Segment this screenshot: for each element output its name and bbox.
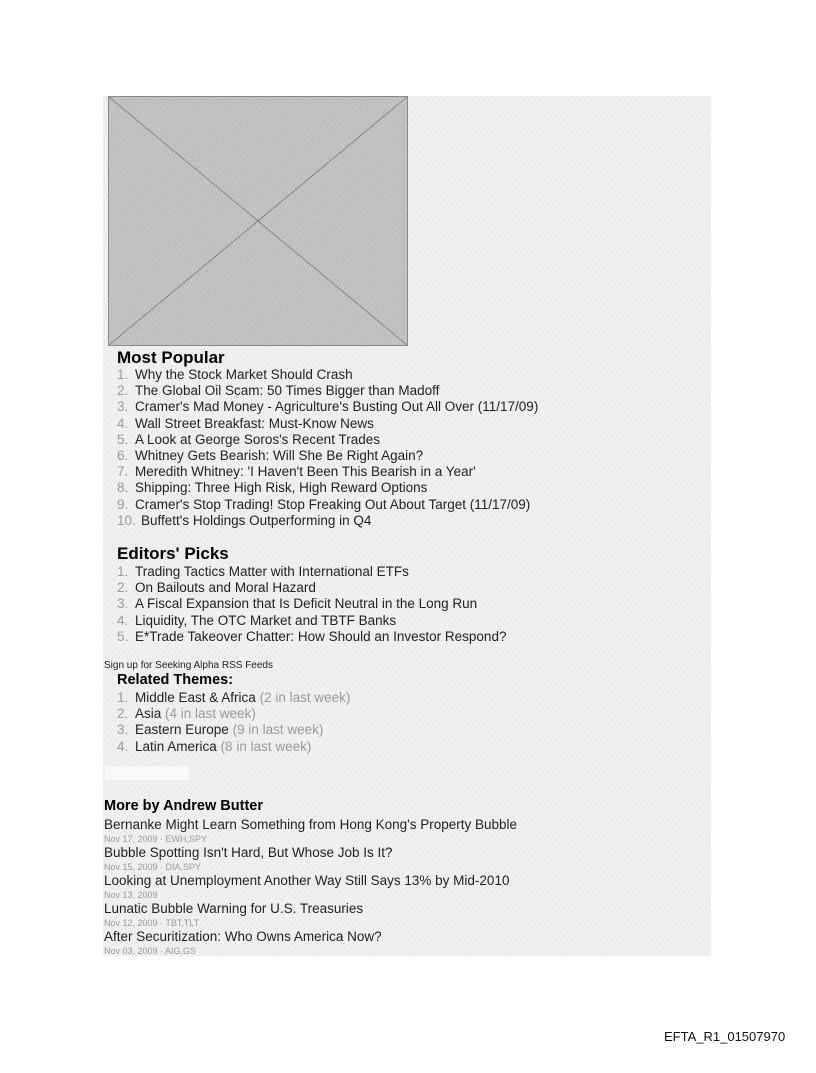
article-meta: Nov 12, 2009 · TBT,TLT	[104, 918, 200, 928]
more-by-author-title: More by Andrew Butter	[104, 798, 263, 814]
most-popular-item[interactable]	[117, 383, 538, 399]
author-articles-list	[104, 817, 664, 957]
author-article	[104, 901, 664, 929]
item-number: 4.	[117, 415, 129, 431]
article-link[interactable]: Bubble Spotting Isn't Hard, But Whose Job Is It?	[104, 845, 393, 860]
item-number: 6.	[117, 448, 129, 464]
article-link[interactable]: After Securitization: Who Owns America Now?	[104, 929, 382, 944]
most-popular-item[interactable]	[117, 432, 538, 448]
article-link[interactable]: Looking at Unemployment Another Way Still Says 13% by Mid-2010	[104, 873, 510, 888]
theme-count: (9 in last week)	[232, 722, 324, 738]
most-popular-link[interactable]: A Look at George Soros's Recent Trades	[135, 431, 380, 447]
editors-pick-link[interactable]: On Bailouts and Moral Hazard	[135, 580, 316, 596]
most-popular-item[interactable]	[117, 367, 538, 383]
most-popular-title: Most Popular	[117, 348, 225, 367]
theme-item[interactable]	[117, 690, 350, 706]
item-number: 5.	[117, 628, 129, 644]
related-themes-list	[117, 690, 350, 755]
theme-item[interactable]	[117, 706, 350, 722]
missing-image-placeholder	[108, 96, 408, 346]
most-popular-link[interactable]: Buffett's Holdings Outperforming in Q4	[141, 512, 372, 528]
theme-link[interactable]: Eastern Europe	[135, 722, 229, 738]
item-number: 2.	[117, 580, 129, 596]
theme-count: (2 in last week)	[259, 690, 351, 705]
item-number: 7.	[117, 464, 129, 480]
theme-item[interactable]	[117, 739, 350, 755]
item-number: 1.	[117, 367, 129, 382]
most-popular-item[interactable]	[117, 448, 538, 464]
item-number: 1.	[117, 564, 129, 579]
author-article	[104, 873, 664, 901]
item-number: 1.	[117, 690, 129, 705]
article-link[interactable]: Lunatic Bubble Warning for U.S. Treasuries	[104, 901, 364, 916]
most-popular-link[interactable]: The Global Oil Scam: 50 Times Bigger than Madoff	[135, 383, 440, 399]
theme-link[interactable]: Middle East & Africa	[135, 690, 256, 705]
item-number: 5.	[117, 431, 129, 447]
theme-item[interactable]	[117, 722, 350, 738]
item-number: 3.	[117, 399, 129, 415]
item-number: 3.	[117, 722, 129, 738]
theme-count: (4 in last week)	[165, 706, 256, 722]
most-popular-link[interactable]: Shipping: Three High Risk, High Reward Options	[135, 480, 428, 496]
most-popular-item[interactable]	[117, 399, 538, 415]
item-number: 2.	[117, 706, 129, 722]
most-popular-item[interactable]	[117, 497, 538, 513]
most-popular-link[interactable]: Cramer's Stop Trading! Stop Freaking Out About Target (11/17/09)	[135, 496, 531, 512]
document-id-stamp: EFTA_R1_01507970	[664, 1029, 786, 1044]
editors-pick-item[interactable]	[117, 564, 506, 580]
article-meta: Nov 13, 2009	[104, 890, 158, 900]
article-meta: Nov 15, 2009 · DIA,SPY	[104, 862, 202, 872]
item-number: 9.	[117, 496, 129, 512]
author-article	[104, 817, 664, 845]
article-meta: Nov 17, 2009 · EWH,SPY	[104, 834, 208, 844]
most-popular-link[interactable]: Cramer's Mad Money - Agriculture's Busting Out All Over (11/17/09)	[135, 399, 539, 415]
item-number: 8.	[117, 480, 129, 496]
most-popular-link[interactable]: Meredith Whitney: 'I Haven't Been This Bearish in a Year'	[135, 464, 476, 480]
rss-signup-link[interactable]: Sign up for Seeking Alpha RSS Feeds	[104, 660, 273, 671]
related-themes-title: Related Themes:	[117, 672, 234, 688]
theme-count: (8 in last week)	[220, 738, 312, 754]
editors-pick-link[interactable]: Liquidity, The OTC Market and TBTF Banks	[135, 612, 397, 628]
empty-widget-placeholder	[105, 766, 189, 780]
editors-pick-link[interactable]: A Fiscal Expansion that Is Deficit Neutral in the Long Run	[135, 596, 478, 612]
item-number: 3.	[117, 596, 129, 612]
most-popular-item[interactable]	[117, 513, 538, 529]
item-number: 2.	[117, 383, 129, 399]
broken-image-icon	[109, 97, 407, 345]
most-popular-link[interactable]: Why the Stock Market Should Crash	[135, 367, 353, 382]
article-meta: Nov 03, 2009 · AIG,GS	[104, 946, 197, 956]
editors-pick-item[interactable]	[117, 596, 506, 612]
most-popular-list	[117, 367, 538, 529]
editors-pick-link[interactable]: E*Trade Takeover Chatter: How Should an Investor Respond?	[135, 628, 507, 644]
editors-picks-list	[117, 564, 506, 645]
editors-pick-item[interactable]	[117, 613, 506, 629]
most-popular-link[interactable]: Whitney Gets Bearish: Will She Be Right Again?	[135, 448, 424, 464]
theme-link[interactable]: Asia	[135, 706, 162, 722]
editors-picks-title: Editors' Picks	[117, 544, 229, 563]
theme-link[interactable]: Latin America	[135, 738, 217, 754]
most-popular-item[interactable]	[117, 416, 538, 432]
most-popular-link[interactable]: Wall Street Breakfast: Must-Know News	[135, 415, 374, 431]
article-link[interactable]: Bernanke Might Learn Something from Hong Kong's Property Bubble	[104, 817, 518, 832]
editors-pick-link[interactable]: Trading Tactics Matter with International ETFs	[135, 564, 409, 579]
author-article	[104, 929, 664, 957]
editors-pick-item[interactable]	[117, 629, 506, 645]
editors-pick-item[interactable]	[117, 580, 506, 596]
most-popular-item[interactable]	[117, 464, 538, 480]
most-popular-item[interactable]	[117, 480, 538, 496]
author-article	[104, 845, 664, 873]
item-number: 4.	[117, 738, 129, 754]
item-number: 10.	[117, 512, 136, 528]
item-number: 4.	[117, 612, 129, 628]
